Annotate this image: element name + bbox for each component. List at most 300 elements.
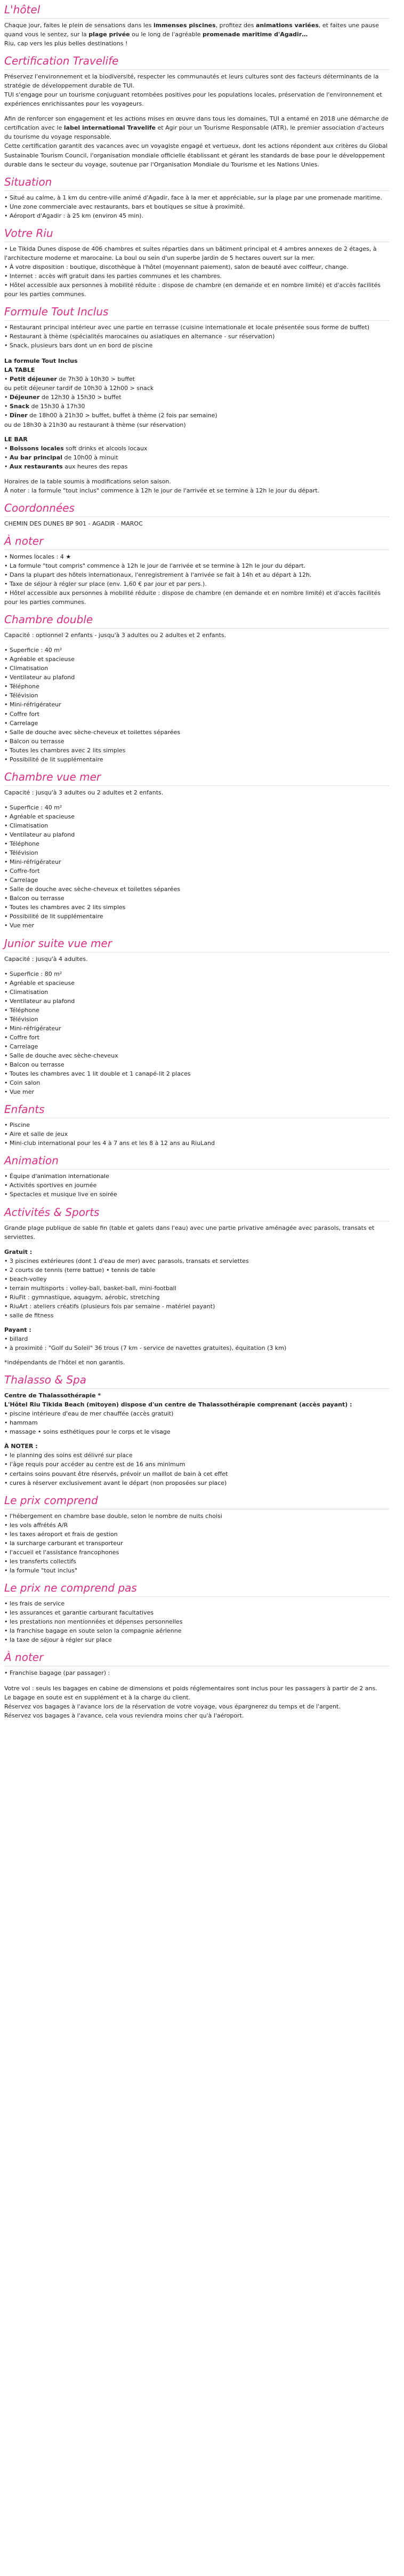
line [4,462,389,471]
bold-text: Dîner [10,412,28,419]
text: de 18h00 à 21h30 > buffet, buffet à thème (2 fois par semaine) [27,412,217,419]
line [4,375,389,384]
list-item [4,1181,389,1190]
section-title: Junior suite vue mer [4,937,389,952]
paragraph [4,519,389,528]
section-title: Thalasso & Spa [4,1373,389,1389]
list-item [4,244,389,263]
section-prix-comprend [4,1494,389,1575]
bold-text: Snack [10,403,30,410]
paragraph [4,1223,389,1242]
section-title: À noter [4,1651,389,1666]
text: Taxe de séjour à régler sur place (env. 1,60 € par jour et par pers.). [10,581,207,588]
text: TUI s'engage pour un tourisme conjuguant retombées positives pour les populations locales, préservation de l'environnement et expériences enrichissantes pour les voyageurs. [4,91,382,108]
list-item [4,710,389,719]
text: Télévision [10,1015,38,1023]
text: • [4,403,10,410]
text: la franchise bagage en soute selon la compagnie aérienne [10,1627,182,1635]
text: Équipe d'animation internationale [10,1173,109,1180]
text: Carrelage [10,877,38,884]
list-item [4,1668,389,1677]
text: • [4,412,10,419]
bold-text: Déjeuner [10,394,40,401]
text: CHEMIN DES DUNES BP 901 - AGADIR - MAROC [4,520,143,527]
text: ou le long de l'agréable [130,31,203,38]
text: soft drinks et alcools locaux [63,444,148,452]
list-item [4,1512,389,1521]
text: Dans la plupart des hôtels internationaux, l'enregistrement à l'arrivée se fait à 14h et au départ à 12h. [10,571,312,578]
list-item [4,682,389,691]
section-chambre-vue-mer [4,770,389,931]
list-item [4,700,389,709]
line [4,1711,389,1720]
text: Possibilité de lit supplémentaire [10,756,103,763]
list-item [4,561,389,570]
section-enfants [4,1103,389,1148]
text: Superficie : 80 m² [10,970,62,977]
line [4,444,389,453]
list-item [4,1557,389,1566]
text: • certains soins pouvant être réservés, prévoir un maillot de bain à cet effet [4,1470,228,1477]
line [4,1284,389,1293]
line-group [4,1247,389,1367]
line [4,1427,389,1436]
bullet-list [4,1172,389,1199]
text: • massage • soins esthétiques pour le corps et le visage [4,1428,171,1436]
list-item [4,570,389,579]
text: • [4,454,10,461]
list-item [4,589,389,607]
text: • cures à réserver exclusivement avant le départ (non proposées sur place) [4,1479,227,1486]
text: • hammam [4,1419,38,1427]
text: Riu, cap vers les plus belles destinations ! [4,40,128,47]
list-item [4,803,389,812]
text: Horaires de la table soumis à modifications selon saison. [4,478,171,485]
list-item [4,1530,389,1539]
list-item [4,691,389,700]
bullet-list [4,646,389,764]
text: Superficie : 40 m² [10,804,62,811]
text: Grande plage publique de sable fin (table et galets dans l'eau) avec une partie privative aménagée avec parasols, transats et serviettes. [4,1224,375,1241]
text: aux heures des repas [62,463,128,470]
text: de 10h00 à minuit [62,454,118,461]
text: Internet : accès wifi gratuit dans les parties communes et les chambres. [10,272,222,280]
line [4,1266,389,1275]
text: Réservez vos bagages à l'avance, cela vous reviendra moins cher qu'à l'aéroport. [4,1712,244,1720]
text: Normes locales : 4 ★ [10,553,71,560]
list-item [4,1626,389,1635]
bold-text: immenses piscines [153,22,216,29]
bullet-list [4,552,389,607]
text: Capacité : jusqu'à 3 adultes ou 2 adultes et 2 enfants. [4,789,164,796]
text: Climatisation [10,822,49,829]
line [4,1325,389,1334]
list-item [4,997,389,1006]
text: les transferts collectifs [10,1557,76,1565]
section-title: Activités & Sports [4,1206,389,1221]
list-item [4,323,389,332]
line [4,1469,389,1478]
bold-text: plage privée [88,31,130,38]
line [4,1391,389,1400]
section-title: Coordonnées [4,502,389,517]
list-item [4,202,389,211]
text: Climatisation [10,665,49,672]
bullet-list [4,1668,389,1677]
section-title: Chambre double [4,613,389,629]
text: Carrelage [10,719,38,727]
list-item [4,719,389,728]
list-item [4,969,389,979]
list-item [4,646,389,655]
text: Situé au calme, à 1 km du centre-ville animé d'Agadir, face à la mer et appréciable, sur la plage par une promenade maritime. [10,194,382,201]
text: Téléphone [10,683,39,690]
list-item [4,272,389,281]
section-thalasso [4,1373,389,1487]
text: • le planning des soins est délivré sur place [4,1452,133,1459]
line [4,1302,389,1311]
list-item [4,1608,389,1617]
text: ou de 18h30 à 21h30 au restaurant à thème (sur réservation) [4,421,186,428]
text: • à proximité : "Golf du Soleil" 36 trous (7 km - service de navettes gratuites), équitation (3 km) [4,1345,287,1352]
list-item [4,1130,389,1139]
list-item [4,988,389,997]
line [4,356,389,365]
list-item [4,912,389,921]
text: Vue mer [10,922,35,929]
text: la surcharge carburant et transporteur [10,1539,123,1547]
section-title: L'hôtel [4,3,389,19]
bold-text: LA TABLE [4,367,35,374]
list-item [4,281,389,299]
text: Agréable et spacieuse [10,979,75,987]
text: Mini-réfrigérateur [10,701,61,709]
section-a-noter [4,535,389,607]
text: Toutes les chambres avec 2 lits simples [10,904,126,911]
list-item [4,552,389,561]
bullet-list [4,1120,389,1148]
list-item [4,193,389,202]
list-item [4,885,389,894]
list-item [4,1617,389,1626]
list-item [4,894,389,903]
list-item [4,728,389,737]
text: Superficie : 40 m² [10,647,62,654]
list-item [4,673,389,682]
list-item [4,1521,389,1530]
line [4,1693,389,1702]
text: *indépendants de l'hôtel et non garantis. [4,1359,125,1366]
list-item [4,1087,389,1096]
line [4,1409,389,1418]
list-item [4,812,389,821]
section-title: Situation [4,176,389,191]
list-item [4,332,389,341]
text: Balcon ou terrasse [10,737,64,745]
text: Votre vol : seuls les bagages en cabine de dimensions et poids réglementaires sont inclus pour les passagers à partir de 2 ans. [4,1685,377,1692]
text: Vue mer [10,1088,35,1096]
bullet-list [4,193,389,220]
text: Hôtel accessible aux personnes à mobilité réduite : dispose de chambre (en demande et en nombre limité) et d'accès facilités pour les parties communes. [4,590,381,606]
list-item [4,830,389,839]
text: Balcon ou terrasse [10,1061,64,1069]
line [4,1275,389,1284]
line [4,1358,389,1367]
list-item [4,1033,389,1042]
line [4,420,389,430]
list-item [4,1069,389,1078]
line [4,1460,389,1469]
text: de 15h30 à 17h30 [29,403,85,410]
text: Préservez l'environnement et la biodiversité, respecter les communautés et leurs cultures sont des facteurs déterminants de la stratégie de développement durable de TUI. [4,73,379,90]
list-item [4,857,389,866]
text: • [4,394,10,401]
bold-text: La formule Tout Inclus [4,357,78,365]
line [4,1451,389,1460]
text: Carrelage [10,1043,38,1050]
line [4,435,389,444]
section-title: Certification Travelife [4,54,389,70]
text: Spectacles et musique live en soirée [10,1191,117,1198]
bullet-list [4,323,389,350]
bold-text: L'Hôtel Riu Tikida Beach (mitoyen) dispose d'un centre de Thalassothérapie comprenant (accès payant) : [4,1401,352,1409]
text: Une zone commerciale avec restaurants, bars et boutiques se situe à proximité. [10,203,245,210]
text: Cette certification garantit des vacances avec un voyagiste engagé et vertueux, dont les actions répondent aux critères du Global Sustainable Tourism Council, l'organisation mondiale officielle établissant et gérant les standards de base pour le développement durable dans le secteur du voyage, soutenue par l'Organisation Mondiale du Tourisme et les Nations Unies. [4,142,388,168]
text: Afin de renforcer son engagement et les actions mises en œuvre dans tous les domaines, TUI a entamé en 2018 une démarche de certification avec le [4,115,389,132]
list-item [4,664,389,673]
list-item [4,1190,389,1199]
text: • piscine intérieure d'eau de mer chauffée (accès gratuit) [4,1410,174,1418]
text: Aéroport d'Agadir : à 25 km (environ 45 min). [10,212,144,219]
section-animation [4,1154,389,1199]
text: l'hébergement en chambre base double, selon le nombre de nuits choisi [10,1512,222,1520]
text: Ventilateur au plafond [10,674,75,681]
text: de 12h30 à 15h30 > buffet [39,394,122,401]
text: l'accueil et l'assistance francophones [10,1548,119,1556]
list-item [4,263,389,272]
bold-text: Payant : [4,1326,31,1333]
list-item [4,921,389,930]
section-formule [4,305,389,495]
section-a-noter-2 [4,1651,389,1720]
line [4,393,389,402]
text: Mini-réfrigérateur [10,858,61,866]
paragraph [4,72,389,108]
paragraph [4,631,389,640]
text: À noter : la formule "tout inclus" commence à 12h le jour de l'arrivée et se termine à 12h le jour du départ. [4,487,320,494]
text: • [4,376,10,383]
bullet-list [4,1512,389,1575]
list-item [4,1078,389,1087]
text: • 3 piscines extérieures (dont 1 d'eau de mer) avec parasols, transats et serviettes [4,1257,249,1265]
text: Chaque jour, faites le plein de sensations dans les [4,22,153,29]
line [4,1247,389,1257]
line [4,1702,389,1711]
text: Salle de douche avec sèche-cheveux et toilettes séparées [10,728,181,736]
paragraph [4,955,389,964]
list-item [4,1042,389,1051]
list-item [4,876,389,885]
list-item [4,1172,389,1181]
text: • [4,444,10,452]
text: , profitez des [215,22,256,29]
text: Piscine [10,1122,30,1129]
list-item [4,655,389,664]
section-title: Votre Riu [4,227,389,242]
section-situation [4,176,389,220]
bullet-list [4,803,389,931]
list-item [4,1566,389,1575]
list-item [4,1060,389,1069]
list-item [4,821,389,830]
list-item [4,1539,389,1548]
text: Téléphone [10,840,39,848]
text: Activités sportives en journée [10,1182,97,1189]
line [4,384,389,393]
text: Téléphone [10,1006,39,1014]
text: la taxe de séjour à régler sur place [10,1636,112,1644]
paragraph [4,477,389,495]
section-title: Chambre vue mer [4,770,389,786]
text: Capacité : optionnel 2 enfants - jusqu'à 3 adultes ou 2 adultes et 2 enfants. [4,632,227,639]
section-title: Formule Tout Inclus [4,305,389,321]
line [4,1478,389,1488]
text: Salle de douche avec sèche-cheveux et toilettes séparées [10,886,181,893]
text: et Agir pour un Tourisme Responsable (ATR), le premier association d'acteurs du tourisme du voyage responsable. [4,124,384,141]
list-item [4,579,389,589]
line [4,1311,389,1320]
text: les taxes aéroport et frais de gestion [10,1530,118,1538]
line [4,453,389,462]
text: • [4,463,10,470]
section-title: Enfants [4,1103,389,1118]
list-item [4,979,389,988]
section-prix-ne-comprend [4,1581,389,1644]
text: Le Tikida Dunes dispose de 406 chambres et suites réparties dans un bâtiment principal et 4 ambres annexes de 2 étages, à l'architecture moderne et marocaine. La boul ou sein d'un superbe jardin de 5 hectares ouvert sur la mer. [4,245,377,261]
text: Agréable et spacieuse [10,656,75,663]
text: Franchise bagage (par passager) : [10,1669,110,1677]
bold-text: Au bar principal [10,454,62,461]
line [4,411,389,420]
section-chambre-double [4,613,389,764]
text: les vols affrétés A/R [10,1521,68,1529]
paragraph [4,788,389,797]
list-item [4,746,389,755]
text: de 7h30 à 10h30 > buffet [56,376,135,383]
list-item [4,1120,389,1130]
text: Télévision [10,849,38,857]
line-group [4,356,389,471]
paragraph [4,21,389,48]
line [4,1293,389,1302]
text: les frais de service [10,1600,65,1607]
text: À votre disposition : boutique, discothèque à l'hôtel (moyennant paiement), salon de beauté avec coiffeur, change. [10,263,349,271]
text: les prestations non mentionnées et dépenses personnelles [10,1618,183,1626]
bullet-list [4,969,389,1097]
bold-text: LE BAR [4,435,28,443]
text: • RiuArt : ateliers créatifs (plusieurs fois par semaine - matériel payant) [4,1302,215,1310]
text: Agréable et spacieuse [10,813,75,820]
text: , et faites une pause quand vous le sentez, sur la [4,22,379,38]
text: Salle de douche avec sèche-cheveux [10,1052,118,1059]
list-item [4,755,389,764]
list-item [4,1051,389,1060]
list-item [4,866,389,876]
section-coordonnees [4,502,389,528]
text: • salle de fitness [4,1311,54,1319]
list-item [4,903,389,912]
list-item [4,1015,389,1024]
text: ou petit déjeuner tardif de 10h30 à 12h00 > snack [4,385,154,392]
text: Coffre fort [10,710,39,718]
text: Aire et salle de jeux [10,1131,68,1138]
section-title: À noter [4,535,389,550]
list-item [4,211,389,220]
list-item [4,737,389,746]
bold-text: À NOTER : [4,1443,38,1450]
text: Télévision [10,692,38,699]
section-hotel [4,3,389,48]
bold-text: Boissons locales [10,444,64,452]
section-junior-suite [4,937,389,1097]
section-votre-riu [4,227,389,299]
text: La formule "tout compris" commence à 12h le jour de l'arrivée et se termine à 12h le jour du départ. [10,562,306,569]
text: Toutes les chambres avec 2 lits simples [10,746,126,754]
section-certification [4,54,389,169]
text: Réservez vos bagages à l'avance lors de la réservation de votre voyage, vous épargnerez du temps et de l'argent. [4,1703,341,1711]
text: Coffre fort [10,1033,39,1041]
line [4,1684,389,1693]
line [4,1257,389,1266]
bold-text: Aux restaurants [10,463,63,470]
section-title: Animation [4,1154,389,1170]
text: Ventilateur au plafond [10,997,75,1005]
text: Toutes les chambres avec 1 lit double et 1 canapé-lit 2 places [10,1070,191,1078]
text: la formule "tout inclus" [10,1567,78,1574]
text: • terrain multisports : volley-ball, basket-ball, mini-football [4,1284,176,1292]
bold-text: animations variées [255,22,319,29]
list-item [4,1548,389,1557]
line [4,1442,389,1451]
list-item [4,1599,389,1608]
bold-text: Centre de Thalassothérapie * [4,1392,101,1400]
text: les assurances et garantie carburant facultatives [10,1609,154,1616]
text: Possibilité de lit supplémentaire [10,913,103,920]
section-title: Le prix ne comprend pas [4,1581,389,1597]
list-item [4,839,389,848]
text: Capacité : jusqu'à 4 adultes. [4,955,88,963]
list-item [4,1024,389,1033]
text: Restaurant à thème (spécialités marocaines ou asiatiques en alternance - sur réservation) [10,333,275,340]
line-group [4,1391,389,1487]
text: Hôtel accessible aux personnes à mobilité réduite : dispose de chambre (en demande et en nombre limité) et d'accès facilités pour les parties communes. [4,281,381,298]
text: Ventilateur au plafond [10,831,75,838]
text: Balcon ou terrasse [10,895,64,902]
line [4,1418,389,1427]
line [4,1334,389,1343]
text: • l'âge requis pour accéder au centre est de 16 ans minimum [4,1461,185,1468]
text: Le bagage en soute est en supplément et à la charge du client. [4,1694,191,1702]
paragraph [4,114,389,169]
section-activites [4,1206,389,1367]
text: • RiuFit : gymnastique, aquagym, aérobic, stretching [4,1293,160,1301]
text: • billard [4,1335,28,1343]
text: Coin salon [10,1079,41,1087]
bold-text: Petit déjeuner [10,376,57,383]
list-item [4,1635,389,1644]
line [4,402,389,411]
bold-text: Gratuit : [4,1248,33,1255]
